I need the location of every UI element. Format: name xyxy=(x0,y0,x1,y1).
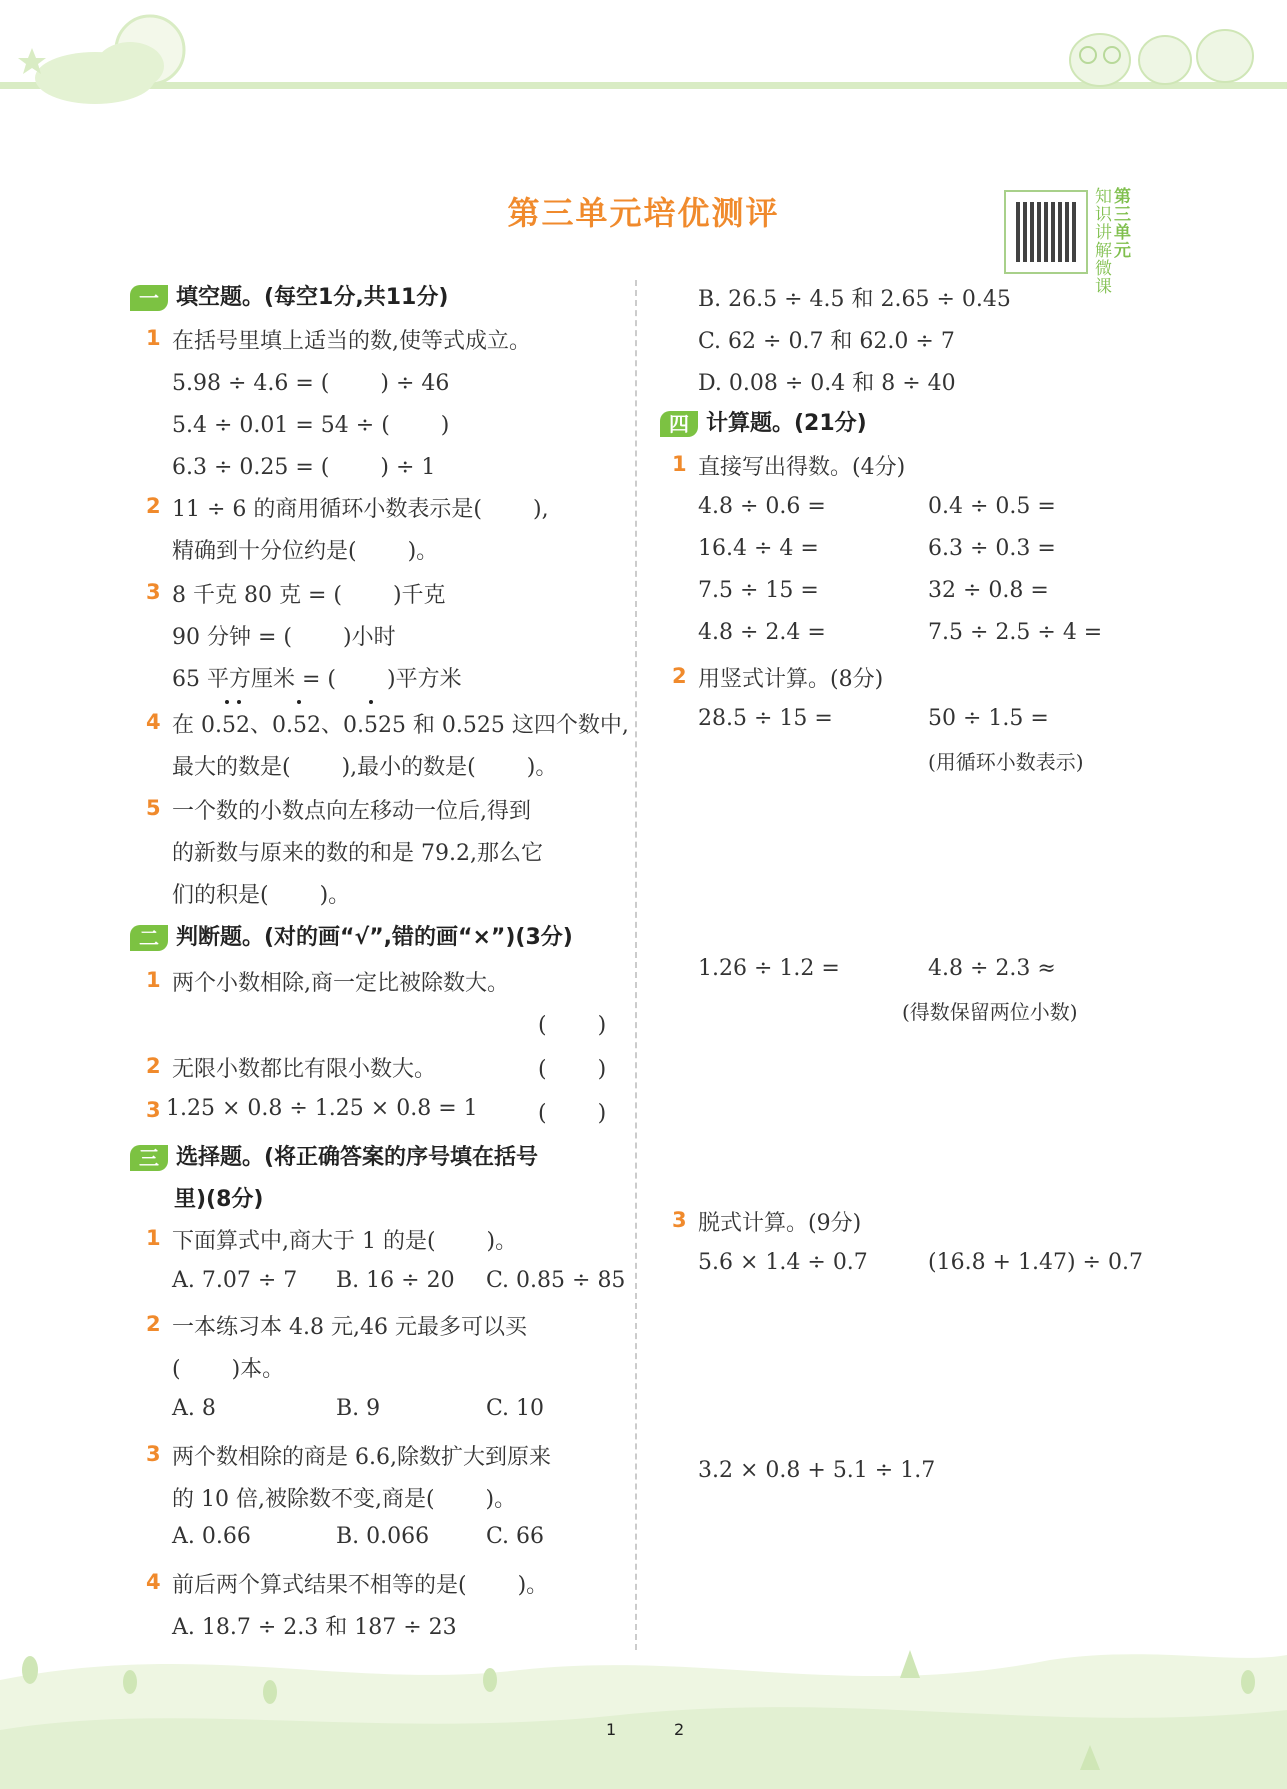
repeating-dot-mark xyxy=(225,700,229,704)
repeating-dot-mark xyxy=(369,700,373,704)
question-number: 3 xyxy=(146,580,161,604)
question-text: 的 10 倍,被除数不变,商是( )。 xyxy=(172,1487,517,1512)
section-heading-fill-blank xyxy=(130,280,448,311)
choice-option[interactable]: A. 18.7 ÷ 2.3 和 187 ÷ 23 xyxy=(172,1615,457,1640)
section-badge: 二 xyxy=(130,925,168,951)
qr-caption-right: 第三单元 xyxy=(1114,187,1131,261)
calc-item: 1.26 ÷ 1.2 = xyxy=(698,956,840,981)
calc-item: 50 ÷ 1.5 = xyxy=(928,706,1049,731)
section-title: 判断题。(对的画“√”,错的画“×”)(3分) xyxy=(176,925,573,950)
question-number: 2 xyxy=(146,1312,161,1336)
choice-option[interactable]: C. 66 xyxy=(486,1524,545,1549)
repeating-dot-mark xyxy=(297,700,301,704)
question-number: 4 xyxy=(146,1570,161,1594)
section-title: 计算题。(21分) xyxy=(706,411,867,436)
question-text: 用竖式计算。(8分) xyxy=(698,667,884,692)
choice-option[interactable]: B. 16 ÷ 20 xyxy=(336,1268,455,1293)
choice-option[interactable]: B. 9 xyxy=(336,1396,381,1421)
qr-code-icon[interactable] xyxy=(1004,190,1088,274)
column-divider xyxy=(635,280,637,1650)
calc-item: 7.5 ÷ 15 = xyxy=(698,578,819,603)
question-text: 精确到十分位约是( )。 xyxy=(172,539,439,564)
question-text: 65 平方厘米 = ( )平方米 xyxy=(172,667,462,692)
calc-item: 4.8 ÷ 2.3 ≈ xyxy=(928,956,1056,981)
footer-landscape-decoration xyxy=(0,1620,1287,1789)
choice-option[interactable]: B. 26.5 ÷ 4.5 和 2.65 ÷ 0.45 xyxy=(698,287,1011,312)
calc-note: (用循环小数表示) xyxy=(928,750,1084,774)
question-number: 5 xyxy=(146,796,161,820)
question-number: 2 xyxy=(146,1054,161,1078)
question-text: 6.3 ÷ 0.25 = ( ) ÷ 1 xyxy=(172,455,436,480)
question-text: 们的积是( )。 xyxy=(172,883,351,908)
calc-item: 4.8 ÷ 2.4 = xyxy=(698,620,826,645)
question-text: 的新数与原来的数的和是 79.2,那么它 xyxy=(172,841,543,866)
choice-option[interactable]: C. 10 xyxy=(486,1396,545,1421)
question-number: 3 xyxy=(672,1208,687,1232)
page-number-left: 1 xyxy=(606,1720,617,1739)
choice-option[interactable]: A. 8 xyxy=(172,1396,216,1421)
header-decoration xyxy=(0,0,1287,110)
choice-option[interactable]: B. 0.066 xyxy=(336,1524,430,1549)
choice-option[interactable]: C. 62 ÷ 0.7 和 62.0 ÷ 7 xyxy=(698,329,955,354)
question-text: 5.4 ÷ 0.01 = 54 ÷ ( ) xyxy=(172,413,450,438)
section-title: 填空题。(每空1分,共11分) xyxy=(176,285,449,310)
calc-item: 32 ÷ 0.8 = xyxy=(928,578,1049,603)
question-number: 1 xyxy=(146,326,161,350)
question-text: 两个数相除的商是 6.6,除数扩大到原来 xyxy=(172,1445,551,1470)
calc-item: 16.4 ÷ 4 = xyxy=(698,536,819,561)
question-text: 1.25 × 0.8 ÷ 1.25 × 0.8 = 1 xyxy=(166,1096,478,1121)
question-text: 最大的数是( ),最小的数是( )。 xyxy=(172,755,558,780)
answer-parentheses[interactable]: ( ) xyxy=(538,1013,607,1038)
choice-option[interactable]: A. 7.07 ÷ 7 xyxy=(172,1268,298,1293)
question-number: 1 xyxy=(672,452,687,476)
qr-caption-left: 知识讲解微课 xyxy=(1095,187,1112,297)
choice-option[interactable]: C. 0.85 ÷ 85 xyxy=(486,1268,626,1293)
section-heading-multiple-choice xyxy=(130,1140,538,1171)
question-text: 无限小数都比有限小数大。 xyxy=(172,1057,437,1082)
question-text: 直接写出得数。(4分) xyxy=(698,455,906,480)
choice-option[interactable]: D. 0.08 ÷ 0.4 和 8 ÷ 40 xyxy=(698,371,956,396)
question-text: 5.98 ÷ 4.6 = ( ) ÷ 46 xyxy=(172,371,450,396)
section-badge: 四 xyxy=(660,411,698,437)
calc-item: 7.5 ÷ 2.5 ÷ 4 = xyxy=(928,620,1103,645)
calc-item: 4.8 ÷ 0.6 = xyxy=(698,494,826,519)
question-text: 一本练习本 4.8 元,46 元最多可以买 xyxy=(172,1315,527,1340)
question-text: 8 千克 80 克 = ( )千克 xyxy=(172,583,446,608)
section-heading-true-false xyxy=(130,920,573,951)
question-text: 在 0.52、0.52、0.525 和 0.525 这四个数中, xyxy=(172,713,629,738)
answer-parentheses[interactable]: ( ) xyxy=(538,1057,607,1082)
answer-parentheses[interactable]: ( ) xyxy=(538,1101,607,1126)
question-text: 前后两个算式结果不相等的是( )。 xyxy=(172,1573,549,1598)
question-text: 11 ÷ 6 的商用循环小数表示是( ), xyxy=(172,497,549,522)
question-text: 在括号里填上适当的数,使等式成立。 xyxy=(172,329,531,354)
question-number: 3 xyxy=(146,1442,161,1466)
question-text: 一个数的小数点向左移动一位后,得到 xyxy=(172,799,531,824)
calc-item: 0.4 ÷ 0.5 = xyxy=(928,494,1056,519)
calc-item: 28.5 ÷ 15 = xyxy=(698,706,833,731)
calc-item: (16.8 + 1.47) ÷ 0.7 xyxy=(928,1250,1143,1275)
section-title: 选择题。(将正确答案的序号填在括号 xyxy=(176,1145,539,1170)
question-text: 90 分钟 = ( )小时 xyxy=(172,625,396,650)
question-number: 1 xyxy=(146,968,161,992)
calc-item: 5.6 × 1.4 ÷ 0.7 xyxy=(698,1250,868,1275)
section-badge: 三 xyxy=(130,1145,168,1171)
question-text: 下面算式中,商大于 1 的是( )。 xyxy=(172,1229,518,1254)
question-number: 2 xyxy=(146,494,161,518)
repeating-dot-mark xyxy=(237,700,241,704)
section-title-continued: 里)(8分) xyxy=(174,1187,264,1212)
page-number-right: 2 xyxy=(674,1720,685,1739)
page-title: 第三单元培优测评 xyxy=(507,194,780,232)
question-number: 3 xyxy=(146,1098,161,1122)
calc-note: (得数保留两位小数) xyxy=(902,1000,1078,1024)
choice-option[interactable]: A. 0.66 xyxy=(172,1524,251,1549)
question-text: ( )本。 xyxy=(172,1357,285,1382)
calc-item: 6.3 ÷ 0.3 = xyxy=(928,536,1056,561)
question-number: 4 xyxy=(146,710,161,734)
question-text: 脱式计算。(9分) xyxy=(698,1211,862,1236)
calc-item: 3.2 × 0.8 + 5.1 ÷ 1.7 xyxy=(698,1458,936,1483)
question-number: 2 xyxy=(672,664,687,688)
question-text: 两个小数相除,商一定比被除数大。 xyxy=(172,971,509,996)
question-number: 1 xyxy=(146,1226,161,1250)
section-badge: 一 xyxy=(130,285,168,311)
section-heading-calculation xyxy=(660,406,867,437)
